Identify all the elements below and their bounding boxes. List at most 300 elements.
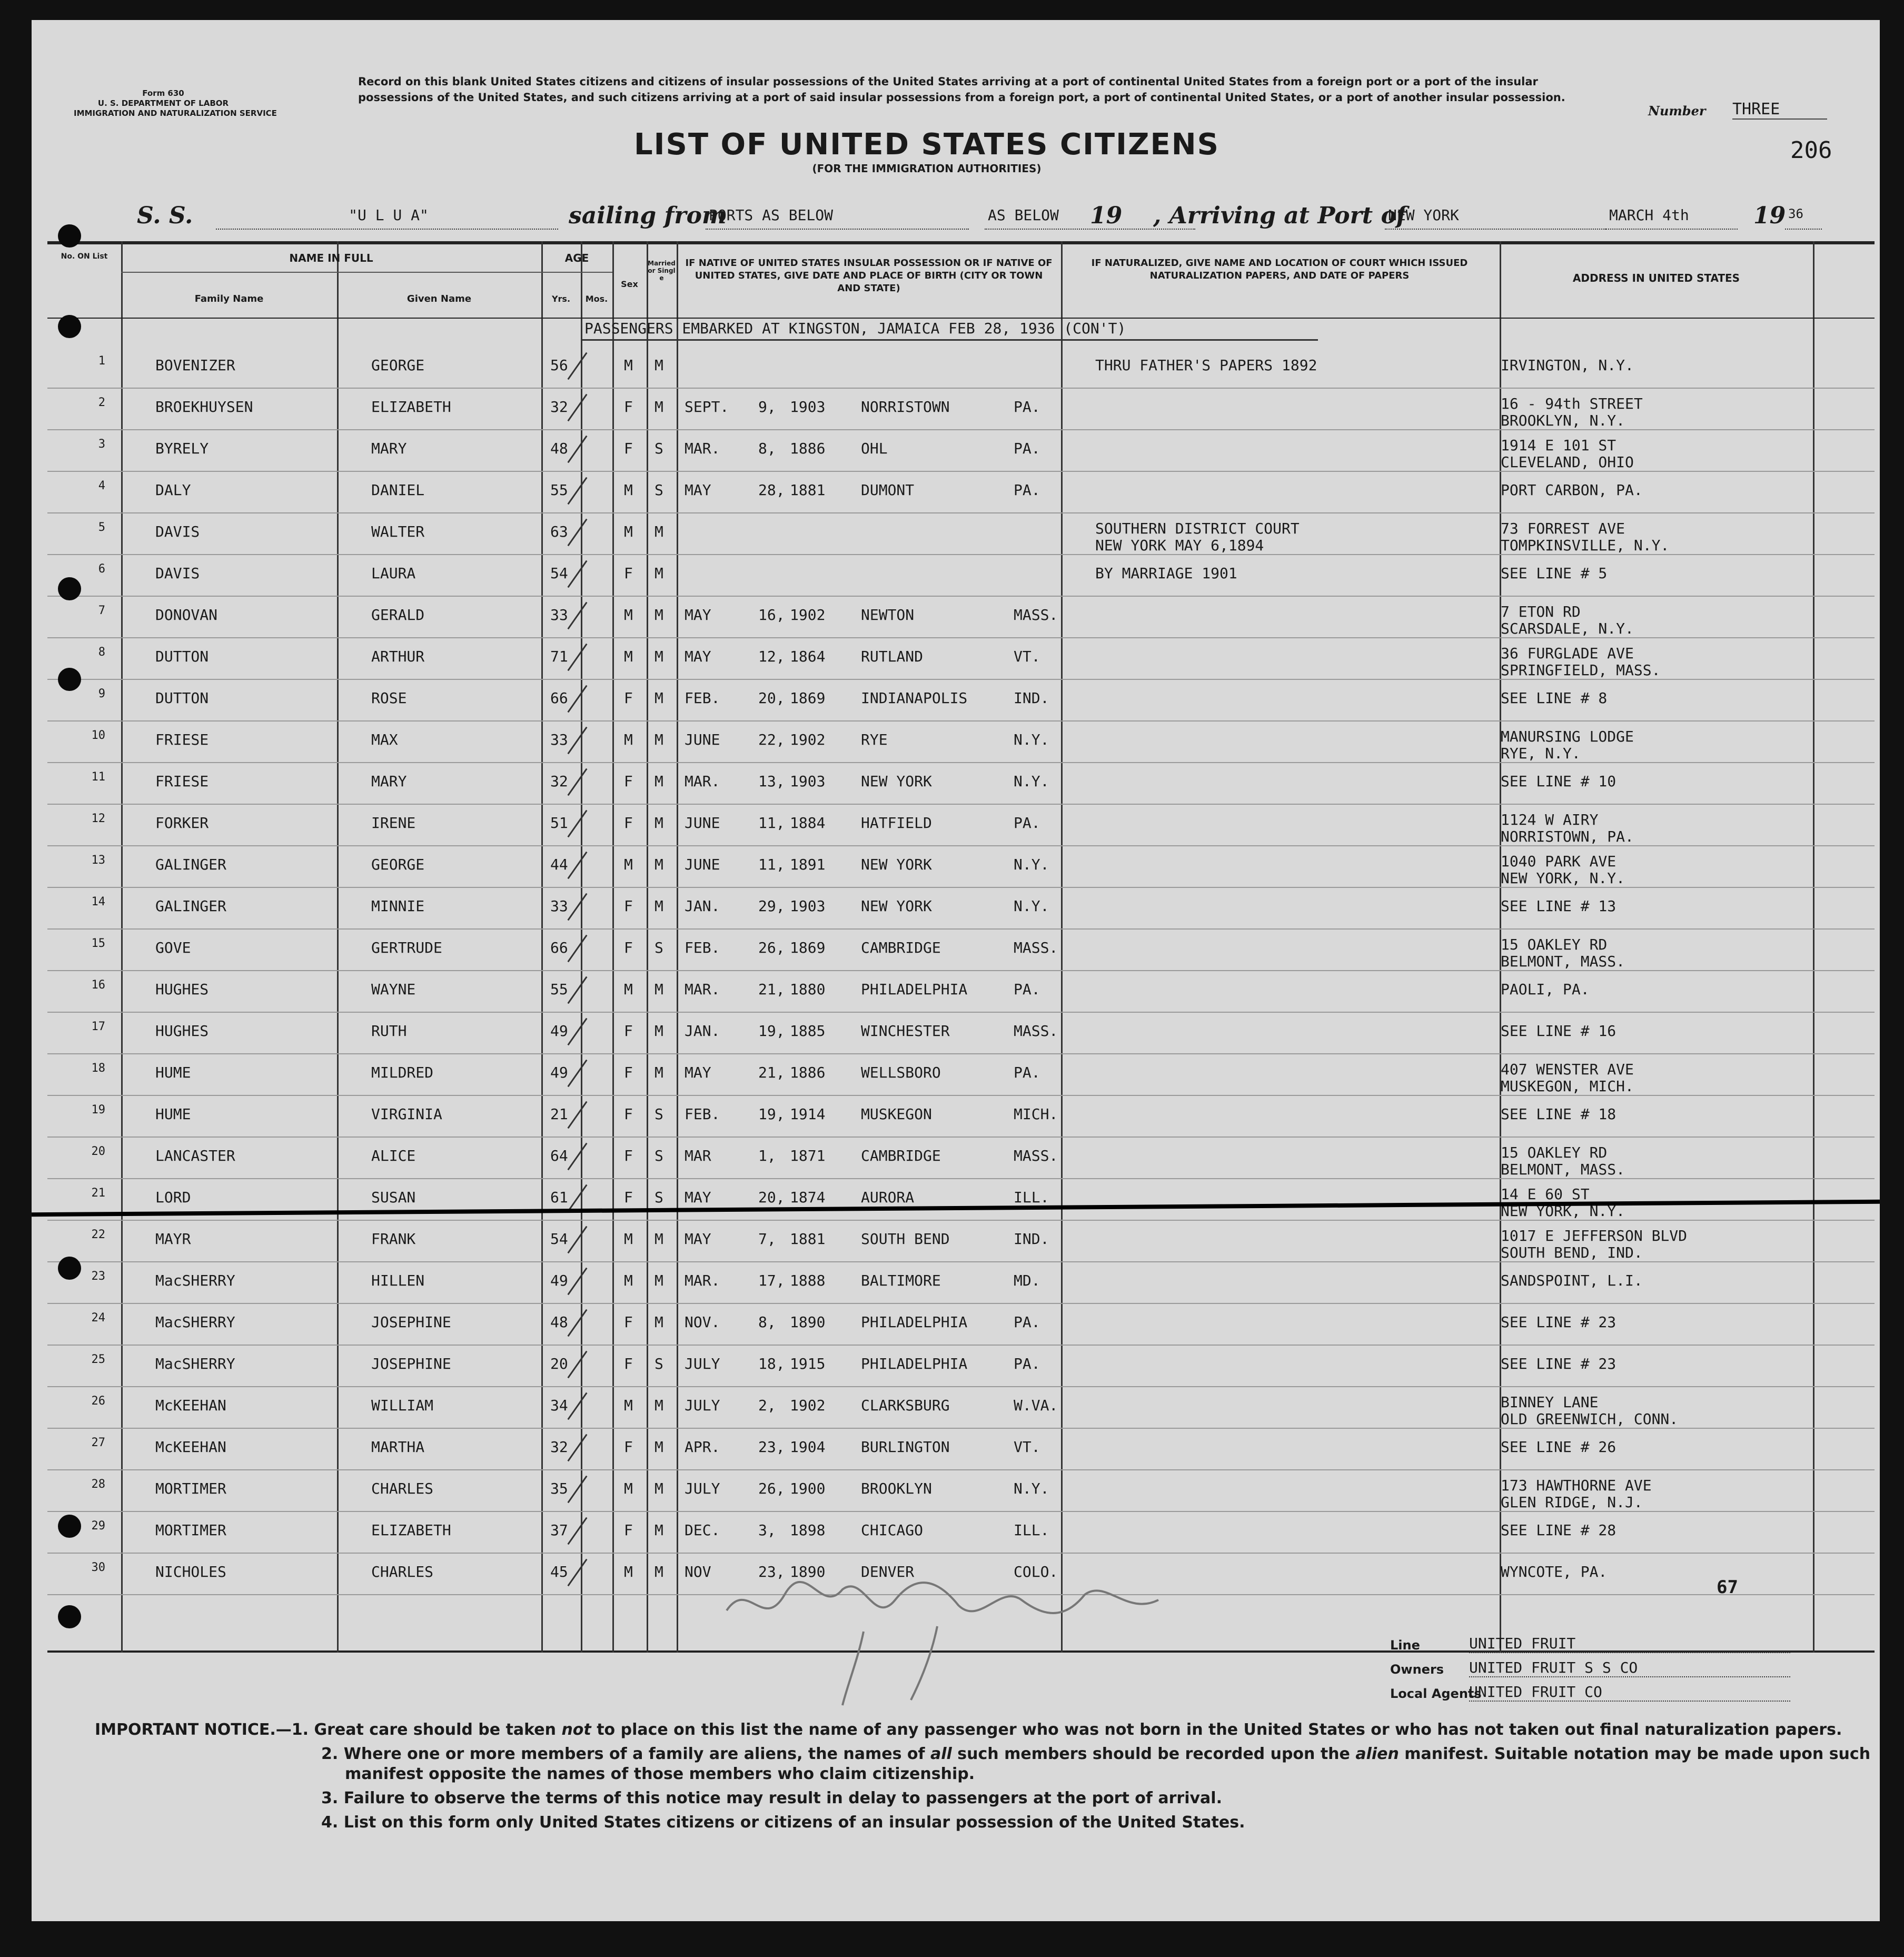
row-number: 22	[91, 1228, 105, 1241]
marital-status: M	[654, 981, 663, 998]
row-rule	[47, 1095, 1875, 1096]
row-rule	[47, 1178, 1875, 1179]
address-line-1: SEE LINE # 13	[1501, 897, 1617, 915]
sex: M	[624, 731, 633, 748]
age-years: 48	[550, 1313, 568, 1331]
sex: M	[624, 1563, 633, 1580]
address-line-1: 73 FORREST AVE	[1501, 520, 1625, 537]
col-divider	[337, 241, 339, 1653]
owners-value: UNITED FRUIT S S CO	[1469, 1659, 1790, 1677]
birth-state: PA.	[1014, 814, 1040, 832]
birth-city: CAMBRIDGE	[861, 939, 941, 956]
arrival-year-suffix: 36	[1785, 206, 1822, 230]
birth-day: 9,	[758, 398, 776, 416]
sex: F	[624, 773, 633, 790]
naturalization-line-2: NEW YORK MAY 6,1894	[1095, 537, 1264, 554]
col-divider	[121, 241, 123, 1653]
address-line-2: NEW YORK, N.Y.	[1501, 1202, 1625, 1220]
birth-month: JULY	[685, 1480, 720, 1497]
birth-day: 22,	[758, 731, 785, 748]
age-years: 32	[550, 398, 568, 416]
birth-year: 1874	[790, 1189, 826, 1206]
given-name: ALICE	[371, 1147, 416, 1164]
address-line-1: SEE LINE # 28	[1501, 1521, 1617, 1539]
row-number: 7	[98, 604, 105, 617]
birth-month: NOV	[685, 1563, 711, 1580]
age-years: 63	[550, 523, 568, 540]
notice-item-2	[321, 1744, 1870, 1764]
birth-year: 1886	[790, 1064, 826, 1081]
marital-status: S	[654, 481, 663, 499]
row-number: 25	[91, 1353, 105, 1366]
birth-day: 20,	[758, 1189, 785, 1206]
row-rule	[47, 1053, 1875, 1054]
birth-day: 23,	[758, 1438, 785, 1456]
row-number: 21	[91, 1187, 105, 1200]
header-birth: IF NATIVE OF UNITED STATES INSULAR POSSESSION OR IF NATIVE OF UNITED STATES, GIVE DATE AND PLACE OF BIRTH (CITY OR TOWN AND STATE)	[685, 258, 1053, 294]
arrival-port: NEW YORK	[1385, 206, 1606, 230]
row-number: 20	[91, 1145, 105, 1158]
sailing-date: AS BELOW	[985, 206, 1195, 230]
age-years: 49	[550, 1272, 568, 1289]
row-number: 19	[91, 1103, 105, 1116]
birth-day: 16,	[758, 606, 785, 624]
birth-state: PA.	[1014, 1313, 1040, 1331]
age-years: 33	[550, 897, 568, 915]
given-name: HILLEN	[371, 1272, 425, 1289]
marital-status: S	[654, 1147, 663, 1164]
birth-day: 3,	[758, 1521, 776, 1539]
page-subtitle: (FOR THE IMMIGRATION AUTHORITIES)	[812, 162, 1042, 175]
birth-city: DENVER	[861, 1563, 915, 1580]
birth-year: 1890	[790, 1313, 826, 1331]
birth-day: 8,	[758, 440, 776, 457]
birth-year: 1869	[790, 689, 826, 707]
given-name: CHARLES	[371, 1480, 434, 1497]
birth-month: MAR.	[685, 1272, 720, 1289]
row-number: 26	[91, 1395, 105, 1408]
birth-month: MAR.	[685, 773, 720, 790]
age-years: 54	[550, 1230, 568, 1248]
sex: F	[624, 1521, 633, 1539]
birth-month: APR.	[685, 1438, 720, 1456]
row-rule	[47, 845, 1875, 846]
birth-year: 1890	[790, 1563, 826, 1580]
sex: F	[624, 689, 633, 707]
row-number: 6	[98, 562, 105, 576]
birth-day: 13,	[758, 773, 785, 790]
birth-year: 1904	[790, 1438, 826, 1456]
birth-city: BALTIMORE	[861, 1272, 941, 1289]
row-number: 23	[91, 1270, 105, 1283]
address-line-1: 16 - 94th STREET	[1501, 395, 1643, 412]
birth-day: 29,	[758, 897, 785, 915]
birth-month: MAR.	[685, 981, 720, 998]
binder-hole	[58, 1605, 81, 1628]
address-line-1: IRVINGTON, N.Y.	[1501, 357, 1634, 374]
given-name: GEORGE	[371, 856, 425, 873]
address-line-2: CLEVELAND, OHIO	[1501, 453, 1634, 471]
number-value: THREE	[1732, 100, 1827, 120]
family-name: McKEEHAN	[155, 1397, 226, 1414]
row-rule	[47, 887, 1875, 888]
family-name: FRIESE	[155, 731, 209, 748]
given-name: LAURA	[371, 565, 416, 582]
sex: M	[624, 523, 633, 540]
birth-day: 8,	[758, 1313, 776, 1331]
age-years: 61	[550, 1189, 568, 1206]
age-years: 55	[550, 481, 568, 499]
row-rule	[47, 928, 1875, 930]
age-years: 35	[550, 1480, 568, 1497]
birth-month: JULY	[685, 1397, 720, 1414]
sex: M	[624, 856, 633, 873]
marital-status: S	[654, 1355, 663, 1372]
marital-status: M	[654, 1272, 663, 1289]
marital-status: M	[654, 357, 663, 374]
address-line-1: SEE LINE # 10	[1501, 773, 1617, 790]
birth-state: COLO.	[1014, 1563, 1058, 1580]
row-rule	[47, 637, 1875, 638]
birth-month: MAY	[685, 648, 711, 665]
birth-state: MASS.	[1014, 1147, 1058, 1164]
marital-status: M	[654, 1397, 663, 1414]
sex: M	[624, 1230, 633, 1248]
birth-city: NORRISTOWN	[861, 398, 950, 416]
family-name: FRIESE	[155, 773, 209, 790]
family-name: DUTTON	[155, 689, 209, 707]
marital-status: M	[654, 773, 663, 790]
given-name: DANIEL	[371, 481, 425, 499]
arrival-date: MARCH 4th	[1606, 206, 1738, 230]
birth-day: 1,	[758, 1147, 776, 1164]
birth-city: WELLSBORO	[861, 1064, 941, 1081]
notice-text: Great care should be taken	[314, 1721, 562, 1739]
birth-state: N.Y.	[1014, 1480, 1049, 1497]
col-divider	[677, 241, 678, 1653]
birth-city: CAMBRIDGE	[861, 1147, 941, 1164]
row-number: 2	[98, 396, 105, 409]
family-name: MAYR	[155, 1230, 191, 1248]
row-rule	[47, 554, 1875, 555]
birth-city: OHL	[861, 440, 888, 457]
row-rule	[47, 1386, 1875, 1387]
binder-hole	[58, 224, 81, 248]
birth-city: WINCHESTER	[861, 1022, 950, 1040]
sex: M	[624, 481, 633, 499]
birth-month: DEC.	[685, 1521, 720, 1539]
birth-state: N.Y.	[1014, 897, 1049, 915]
sex: F	[624, 814, 633, 832]
birth-day: 18,	[758, 1355, 785, 1372]
birth-month: JUNE	[685, 731, 720, 748]
service-name: IMMIGRATION AND NATURALIZATION SERVICE	[74, 108, 277, 118]
family-name: MORTIMER	[155, 1480, 226, 1497]
given-name: WAYNE	[371, 981, 416, 998]
birth-year: 1871	[790, 1147, 826, 1164]
marital-status: M	[654, 1313, 663, 1331]
given-name: CHARLES	[371, 1563, 434, 1580]
birth-city: HATFIELD	[861, 814, 932, 832]
marital-status: M	[654, 731, 663, 748]
birth-state: VT.	[1014, 1438, 1040, 1456]
birth-state: PA.	[1014, 1064, 1040, 1081]
birth-month: MAY	[685, 481, 711, 499]
birth-state: MD.	[1014, 1272, 1040, 1289]
number-label: Number	[1648, 103, 1706, 118]
given-name: FRANK	[371, 1230, 416, 1248]
birth-city: DUMONT	[861, 481, 915, 499]
given-name: ELIZABETH	[371, 1521, 451, 1539]
row-number: 5	[98, 521, 105, 534]
family-name: MacSHERRY	[155, 1272, 235, 1289]
birth-day: 20,	[758, 689, 785, 707]
family-name: GALINGER	[155, 897, 226, 915]
birth-year: 1900	[790, 1480, 826, 1497]
address-line-1: WYNCOTE, PA.	[1501, 1563, 1608, 1580]
birth-city: MUSKEGON	[861, 1105, 932, 1123]
header-address: ADDRESS IN UNITED STATES	[1572, 272, 1740, 284]
address-line-1: 36 FURGLADE AVE	[1501, 645, 1634, 662]
given-name: IRENE	[371, 814, 416, 832]
family-name: HUGHES	[155, 1022, 209, 1040]
given-name: VIRGINIA	[371, 1105, 442, 1123]
age-years: 33	[550, 731, 568, 748]
sex: M	[624, 1397, 633, 1414]
birth-month: MAR.	[685, 440, 720, 457]
birth-year: 1898	[790, 1521, 826, 1539]
age-years: 32	[550, 773, 568, 790]
notice-item-3: 3. Failure to observe the terms of this notice may result in delay to passengers at the port of arrival.	[321, 1789, 1222, 1807]
address-line-1: SEE LINE # 26	[1501, 1438, 1617, 1456]
birth-year: 1886	[790, 440, 826, 457]
address-line-1: 1124 W AIRY	[1501, 811, 1599, 828]
birth-month: JUNE	[685, 814, 720, 832]
birth-state: W.VA.	[1014, 1397, 1058, 1414]
notice-number: 2.	[321, 1745, 339, 1763]
row-rule	[47, 720, 1875, 721]
owners-label: Owners	[1390, 1662, 1444, 1677]
header-age: AGE	[564, 252, 589, 264]
birth-city: NEW YORK	[861, 773, 932, 790]
birth-day: 21,	[758, 981, 785, 998]
birth-city: PHILADELPHIA	[861, 1355, 968, 1372]
given-name: WILLIAM	[371, 1397, 434, 1414]
birth-day: 2,	[758, 1397, 776, 1414]
row-rule	[47, 1220, 1875, 1221]
marital-status: M	[654, 1480, 663, 1497]
age-years: 51	[550, 814, 568, 832]
birth-state: N.Y.	[1014, 731, 1049, 748]
birth-state: ILL.	[1014, 1521, 1049, 1539]
header-naturalized: IF NATURALIZED, GIVE NAME AND LOCATION OF COURT WHICH ISSUED NATURALIZATION PAPERS, AND DATE OF PAPERS	[1091, 258, 1468, 281]
given-name: MARY	[371, 440, 407, 457]
sex: F	[624, 1355, 633, 1372]
sex: M	[624, 357, 633, 374]
birth-month: JUNE	[685, 856, 720, 873]
row-number: 14	[91, 895, 105, 908]
row-rule	[47, 1469, 1875, 1470]
given-name: GERTRUDE	[371, 939, 442, 956]
row-rule	[47, 471, 1875, 472]
row-rule	[47, 1303, 1875, 1304]
row-rule	[47, 1553, 1875, 1554]
row-rule	[47, 679, 1875, 680]
age-years: 71	[550, 648, 568, 665]
sex: F	[624, 939, 633, 956]
row-rule	[47, 804, 1875, 805]
row-rule	[47, 512, 1875, 513]
age-years: 21	[550, 1105, 568, 1123]
address-line-1: SANDSPOINT, L.I.	[1501, 1272, 1643, 1289]
binder-hole	[58, 668, 81, 691]
notice-heading: IMPORTANT NOTICE.—1.	[95, 1721, 309, 1739]
marital-status: M	[654, 606, 663, 624]
birth-day: 26,	[758, 1480, 785, 1497]
address-line-1: BINNEY LANE	[1501, 1393, 1599, 1411]
marital-status: S	[654, 440, 663, 457]
address-line-2: GLEN RIDGE, N.J.	[1501, 1494, 1643, 1511]
address-line-1: MANURSING LODGE	[1501, 728, 1634, 745]
family-name: DAVIS	[155, 523, 200, 540]
sex: F	[624, 1064, 633, 1081]
header-mos: Mos.	[585, 294, 608, 304]
row-rule	[47, 388, 1875, 389]
birth-city: RYE	[861, 731, 888, 748]
birth-state: PA.	[1014, 398, 1040, 416]
birth-year: 1880	[790, 981, 826, 998]
birth-state: MASS.	[1014, 1022, 1058, 1040]
address-line-1: 1017 E JEFFERSON BLVD	[1501, 1227, 1688, 1244]
birth-day: 7,	[758, 1230, 776, 1248]
row-number: 16	[91, 978, 105, 992]
address-line-2: OLD GREENWICH, CONN.	[1501, 1410, 1679, 1428]
given-name: ARTHUR	[371, 648, 425, 665]
family-name: MORTIMER	[155, 1521, 226, 1539]
sex: M	[624, 1480, 633, 1497]
signature-scribble	[716, 1568, 1190, 1711]
family-name: MacSHERRY	[155, 1355, 235, 1372]
marital-status: M	[654, 523, 663, 540]
form-number: Form 630	[142, 88, 184, 98]
birth-city: RUTLAND	[861, 648, 924, 665]
birth-month: MAY	[685, 1230, 711, 1248]
family-name: HUME	[155, 1064, 191, 1081]
birth-year: 1903	[790, 773, 826, 790]
birth-city: NEWTON	[861, 606, 915, 624]
address-line-1: SEE LINE # 18	[1501, 1105, 1617, 1123]
sex: F	[624, 1022, 633, 1040]
birth-day: 26,	[758, 939, 785, 956]
notice-emphasis: not	[561, 1721, 591, 1739]
birth-year: 1884	[790, 814, 826, 832]
given-name: ELIZABETH	[371, 398, 451, 416]
header-married-single: Married or Single	[648, 260, 676, 282]
birth-state: MICH.	[1014, 1105, 1058, 1123]
birth-year: 1869	[790, 939, 826, 956]
header-rule	[541, 272, 612, 273]
address-line-2: MUSKEGON, MICH.	[1501, 1078, 1634, 1095]
birth-state: N.Y.	[1014, 856, 1049, 873]
given-name: RUTH	[371, 1022, 407, 1040]
year-prefix: 19	[1090, 202, 1123, 229]
birth-day: 21,	[758, 1064, 785, 1081]
age-years: 64	[550, 1147, 568, 1164]
birth-city: INDIANAPOLIS	[861, 689, 968, 707]
local-agents-value: UNITED FRUIT CO	[1469, 1683, 1790, 1702]
marital-status: M	[654, 897, 663, 915]
header-no-on-list: No. ON List	[61, 252, 108, 261]
naturalization-line-1: BY MARRIAGE 1901	[1095, 565, 1237, 582]
embarkation-rule	[581, 339, 1318, 341]
given-name: SUSAN	[371, 1189, 416, 1206]
sex: F	[624, 1313, 633, 1331]
sex: F	[624, 1189, 633, 1206]
birth-month: FEB.	[685, 939, 720, 956]
birth-state: PA.	[1014, 440, 1040, 457]
address-line-2: SCARSDALE, N.Y.	[1501, 620, 1634, 637]
row-number: 10	[91, 729, 105, 742]
birth-city: CHICAGO	[861, 1521, 924, 1539]
form-instructions: Record on this blank United States citizens and citizens of insular possessions of the United States arriving at a port of continental United States from a foreign port or a port of the insular possessions of the United States, and such citizens arriving at a port of said insular possessions from a foreign port, a port of continental United States, or a port of another insular possession.	[358, 75, 1565, 104]
row-rule	[47, 596, 1875, 597]
birth-state: VT.	[1014, 648, 1040, 665]
row-number: 12	[91, 812, 105, 825]
family-name: GOVE	[155, 939, 191, 956]
marital-status: M	[654, 648, 663, 665]
embarkation-note: PASSENGERS EMBARKED AT KINGSTON, JAMAICA FEB 28, 1936 (CON'T)	[584, 320, 1126, 337]
family-name: BOVENIZER	[155, 357, 235, 374]
family-name: MacSHERRY	[155, 1313, 235, 1331]
birth-month: JULY	[685, 1355, 720, 1372]
row-rule	[47, 1428, 1875, 1429]
col-divider	[1061, 241, 1063, 1653]
marital-status: M	[654, 1230, 663, 1248]
row-rule	[47, 1261, 1875, 1262]
age-years: 66	[550, 939, 568, 956]
birth-year: 1881	[790, 481, 826, 499]
address-line-1: 407 WENSTER AVE	[1501, 1061, 1634, 1078]
arriving-label: , Arriving at Port of	[1153, 202, 1406, 229]
row-number: 15	[91, 937, 105, 950]
sailing-label: sailing from	[569, 202, 727, 229]
address-line-1: 15 OAKLEY RD	[1501, 936, 1608, 953]
marital-status: S	[654, 939, 663, 956]
header-sex: Sex	[621, 279, 638, 289]
address-line-1: 1040 PARK AVE	[1501, 853, 1617, 870]
birth-city: PHILADELPHIA	[861, 981, 968, 998]
age-years: 56	[550, 357, 568, 374]
binder-hole	[58, 577, 81, 600]
birth-city: NEW YORK	[861, 897, 932, 915]
address-line-2: TOMPKINSVILLE, N.Y.	[1501, 537, 1670, 554]
sex: F	[624, 398, 633, 416]
sex: M	[624, 981, 633, 998]
marital-status: M	[654, 814, 663, 832]
birth-state: MASS.	[1014, 606, 1058, 624]
age-years: 45	[550, 1563, 568, 1580]
row-number: 4	[98, 479, 105, 492]
birth-state: IND.	[1014, 689, 1049, 707]
address-line-2: RYE, N.Y.	[1501, 745, 1581, 762]
given-name: MAX	[371, 731, 398, 748]
col-divider	[647, 241, 648, 1653]
col-divider	[612, 241, 614, 1653]
birth-state: PA.	[1014, 981, 1040, 998]
sex: M	[624, 1272, 633, 1289]
row-number: 24	[91, 1311, 105, 1325]
col-divider	[1813, 241, 1814, 1653]
